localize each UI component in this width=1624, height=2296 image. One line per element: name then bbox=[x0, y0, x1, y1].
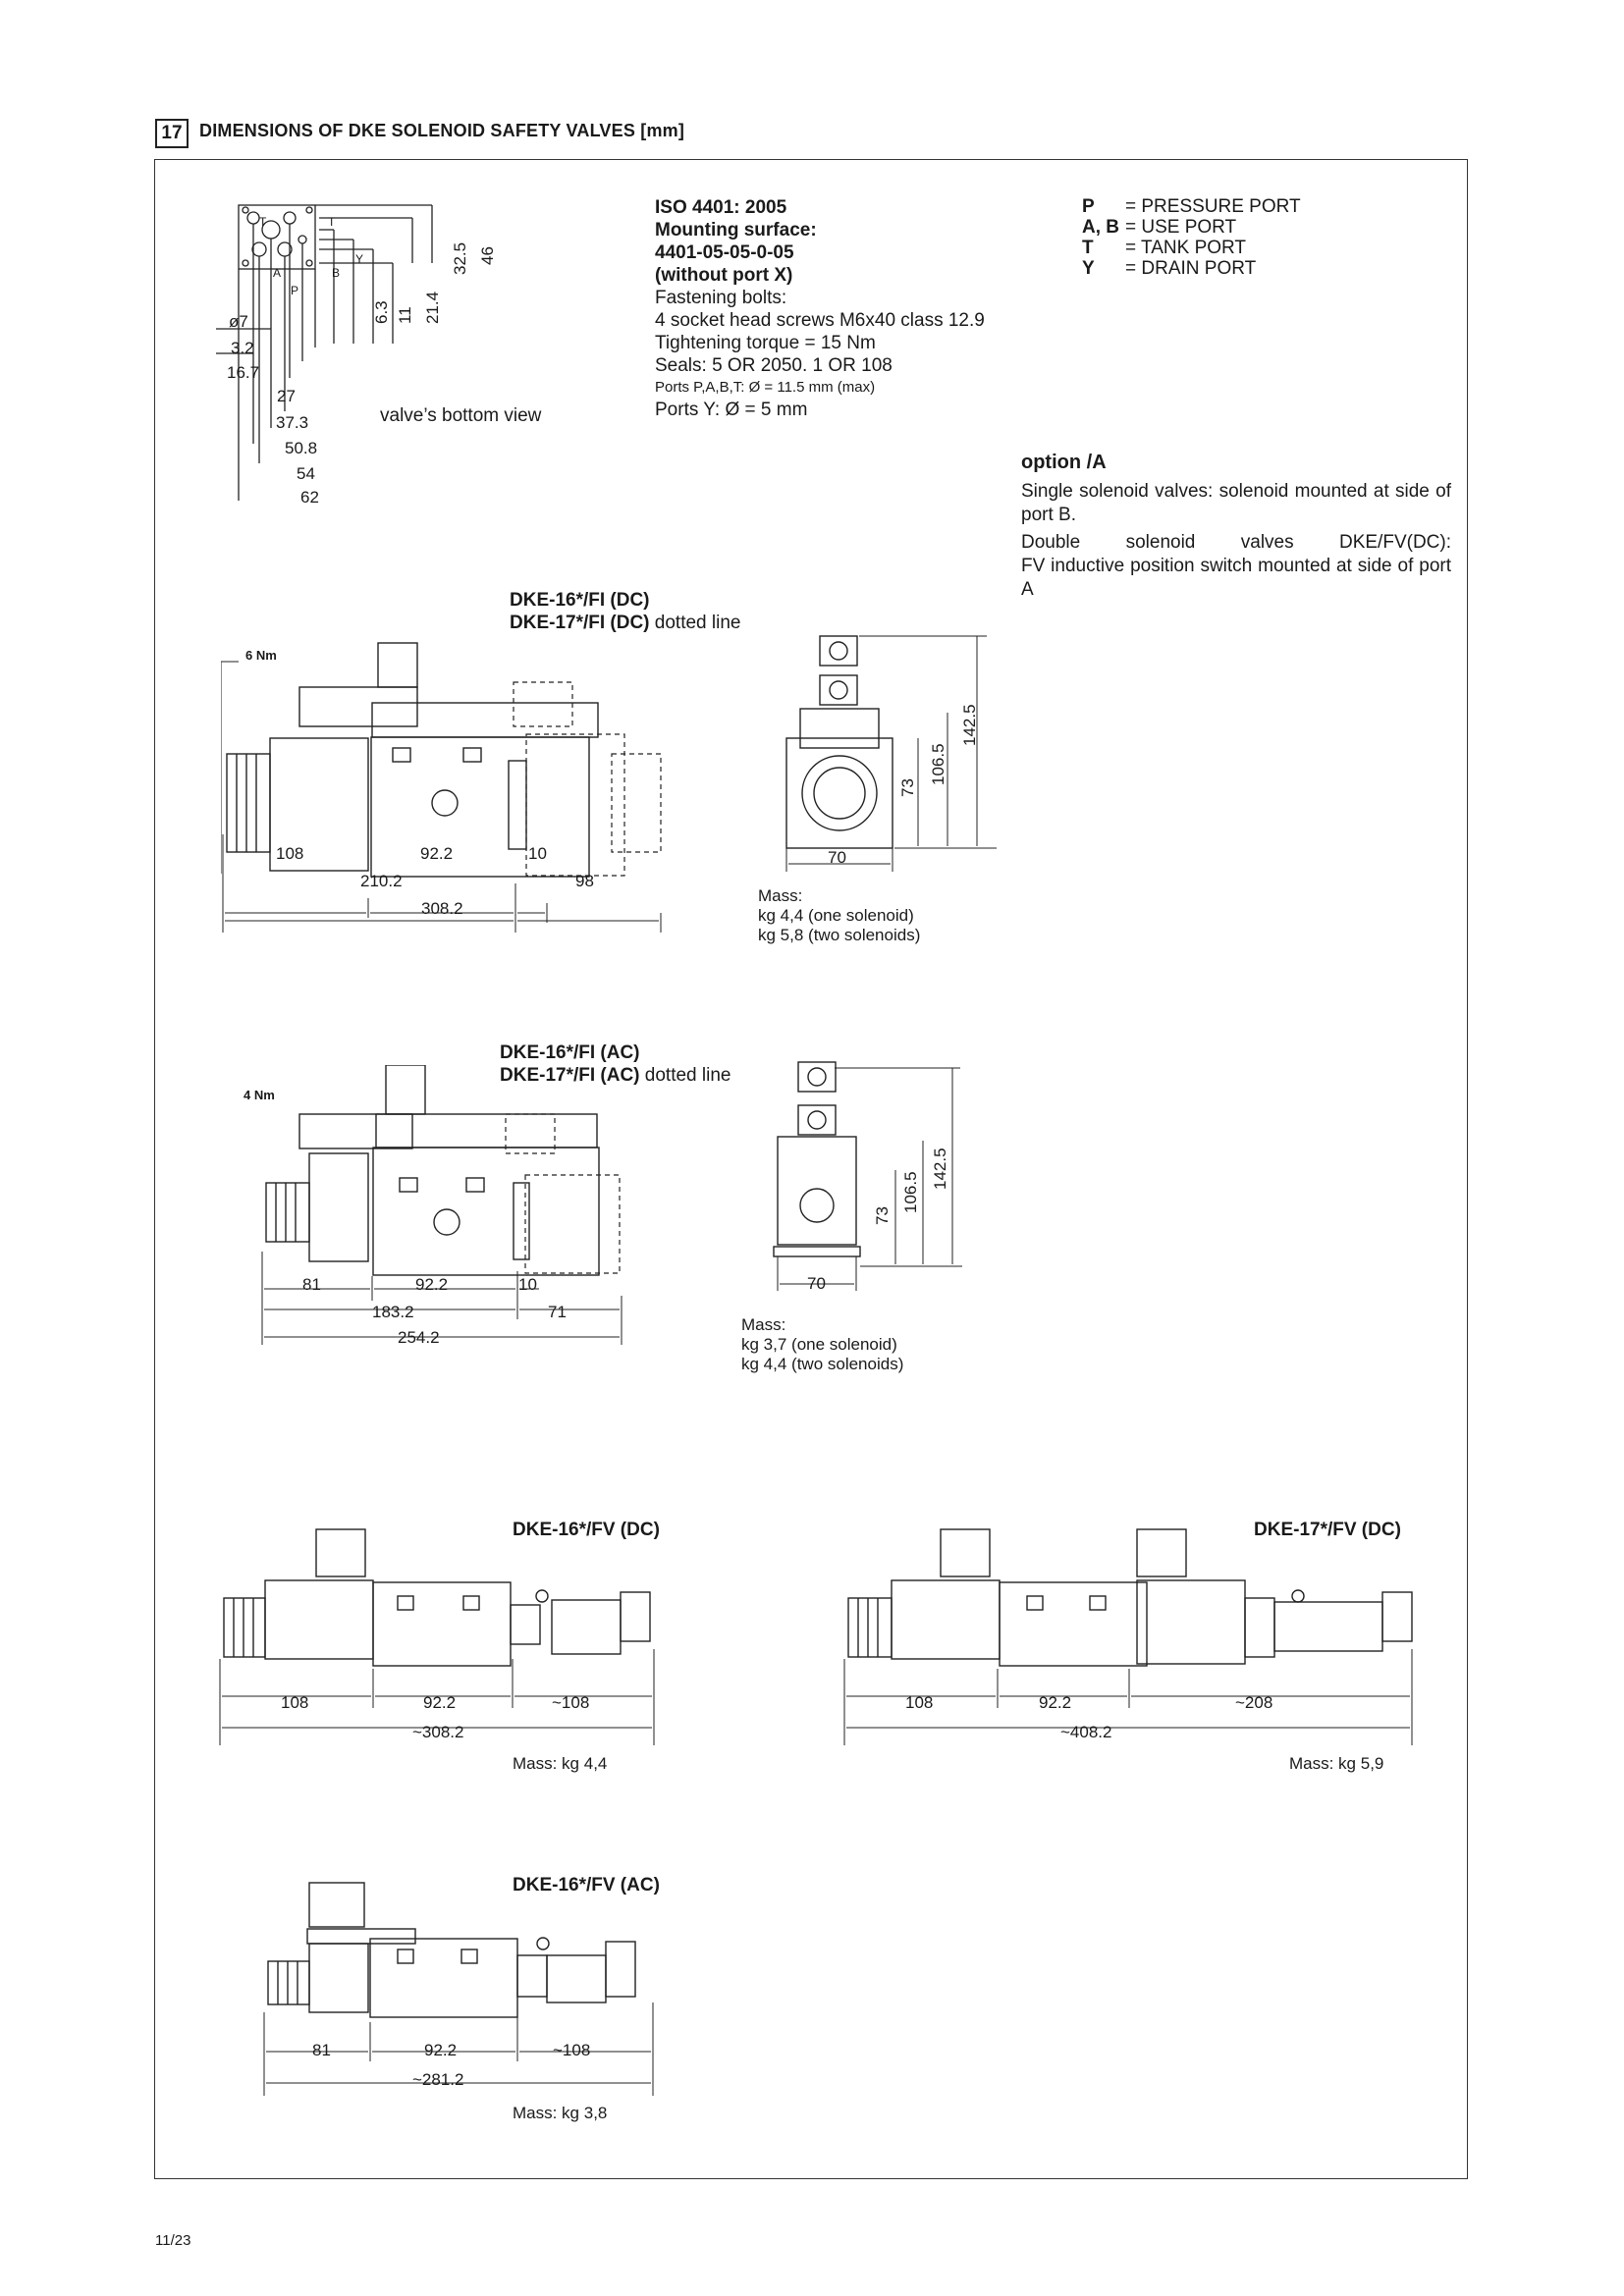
fv16-dc-dim-108: 108 bbox=[281, 1693, 309, 1712]
fv16-ac-dim-92-2: 92.2 bbox=[424, 2041, 458, 2059]
legend-desc: = USE PORT bbox=[1125, 217, 1237, 238]
dim-dia-7: ø7 bbox=[229, 312, 248, 331]
fi-dc-side-dim-70: 70 bbox=[828, 848, 846, 867]
fi-ac-dim-81: 81 bbox=[302, 1275, 321, 1294]
fi-ac-dotted-note: dotted line bbox=[639, 1065, 731, 1086]
section-number: 17 bbox=[155, 119, 189, 148]
dim-3-2: 3.2 bbox=[231, 339, 254, 357]
port-label-b: B bbox=[332, 266, 341, 280]
option-a-paragraph-2-rest: FV inductive position switch mounted at side of port A bbox=[1021, 556, 1451, 600]
fi-dc-dim-92-2: 92.2 bbox=[420, 844, 454, 863]
fastening-bolts-spec: 4 socket head screws M6x40 class 12.9 bbox=[655, 310, 985, 331]
without-port-x: (without port X) bbox=[655, 265, 793, 286]
fv16-ac-mass: Mass: kg 3,8 bbox=[513, 2104, 608, 2122]
dim-62: 62 bbox=[300, 488, 319, 507]
fi-ac-dim-71: 71 bbox=[548, 1303, 567, 1321]
option-a-block bbox=[1021, 452, 1451, 602]
legend-row bbox=[1082, 238, 1301, 258]
port-label-p: P bbox=[291, 284, 299, 297]
fi-dc-side-dim-142-5: 142.5 bbox=[960, 704, 979, 746]
legend-row bbox=[1082, 217, 1301, 238]
mounting-surface-label: Mounting surface: bbox=[655, 220, 817, 240]
fi-ac-mass-label: Mass: bbox=[741, 1315, 786, 1334]
dim-37-3: 37.3 bbox=[276, 413, 309, 432]
tightening-torque: Tightening torque = 15 Nm bbox=[655, 333, 876, 353]
legend-desc: = TANK PORT bbox=[1125, 238, 1247, 258]
legend-row bbox=[1082, 196, 1301, 217]
fi-ac-side-dim-73: 73 bbox=[873, 1206, 892, 1225]
fastening-bolts-label: Fastening bolts: bbox=[655, 288, 787, 308]
fi-ac-mass-one: kg 3,7 (one solenoid) bbox=[741, 1335, 897, 1354]
fv17-dc-dim-408-2: ~408.2 bbox=[1060, 1723, 1112, 1741]
fi-dc-side-dim-106-5: 106.5 bbox=[929, 743, 947, 785]
legend-row bbox=[1082, 258, 1301, 279]
fv17-dc-mass: Mass: kg 5,9 bbox=[1289, 1754, 1384, 1773]
fi-dc-front-drawing bbox=[221, 628, 673, 923]
fi-ac-dim-92-2: 92.2 bbox=[415, 1275, 449, 1294]
fi-ac-dim-183-2: 183.2 bbox=[372, 1303, 414, 1321]
port-y-circle bbox=[298, 236, 306, 243]
fi-dc-dim-98: 98 bbox=[575, 872, 594, 890]
fi-dc-side-dim-73: 73 bbox=[898, 778, 917, 797]
mounting-spec-block bbox=[655, 196, 1028, 421]
fi-dc-mass bbox=[758, 886, 920, 945]
fv17-dc-drawing bbox=[842, 1522, 1422, 1747]
fv16-dc-drawing bbox=[218, 1522, 660, 1747]
bottom-view-caption: valve’s bottom view bbox=[380, 405, 542, 426]
port-label-t-left: T bbox=[259, 215, 267, 229]
fi-ac-front-drawing bbox=[260, 1065, 653, 1301]
dim-16-7: 16.7 bbox=[227, 363, 260, 382]
fi-ac-mass-two: kg 4,4 (two solenoids) bbox=[741, 1355, 904, 1373]
fi-dc-mass-one: kg 4,4 (one solenoid) bbox=[758, 906, 914, 925]
legend-desc: = PRESSURE PORT bbox=[1125, 196, 1301, 217]
fi-ac-torque: 4 Nm bbox=[244, 1088, 275, 1102]
fi-ac-side-dim-142-5: 142.5 bbox=[931, 1148, 949, 1190]
section-title: DIMENSIONS OF DKE SOLENOID SAFETY VALVES [mm] bbox=[199, 121, 685, 140]
dim-50-8: 50.8 bbox=[285, 439, 318, 457]
fi-dc-dim-308-2: 308.2 bbox=[421, 899, 463, 918]
fv17-dc-dim-108: 108 bbox=[905, 1693, 934, 1712]
fi-dc-dim-210-2: 210.2 bbox=[360, 872, 403, 890]
dim-21-4: 21.4 bbox=[423, 291, 442, 324]
fi-ac-side-dim-70: 70 bbox=[807, 1274, 826, 1293]
fv16-ac-dim-81: 81 bbox=[312, 2041, 331, 2059]
fi-ac-side-dim-106-5: 106.5 bbox=[901, 1171, 920, 1213]
dim-6-3: 6.3 bbox=[372, 300, 391, 324]
legend-key: T bbox=[1082, 238, 1094, 258]
iso-standard: ISO 4401: 2005 bbox=[655, 197, 787, 218]
legend-key: Y bbox=[1082, 258, 1095, 279]
option-a-paragraph-1: Single solenoid valves: solenoid mounted at side of port B. bbox=[1021, 481, 1451, 525]
fi-dc-dotted-note: dotted line bbox=[649, 613, 741, 633]
legend-desc: = DRAIN PORT bbox=[1125, 258, 1257, 279]
fv16-dc-dim-308-2: ~308.2 bbox=[412, 1723, 464, 1741]
port-a-circle bbox=[252, 242, 266, 256]
legend-key: P bbox=[1082, 196, 1095, 217]
ports-pabt-diameter: Ports P,A,B,T: Ø = 11.5 mm (max) bbox=[655, 379, 876, 396]
dim-32-5: 32.5 bbox=[451, 241, 469, 275]
fi-ac-dim-254-2: 254.2 bbox=[398, 1328, 440, 1347]
dim-46: 46 bbox=[478, 246, 497, 265]
fv16-ac-dim-281-2: ~281.2 bbox=[412, 2070, 464, 2089]
dim-11: 11 bbox=[396, 306, 414, 324]
fv16-ac-title: DKE-16*/FV (AC) bbox=[513, 1875, 660, 1896]
fv17-dc-dim-208: ~208 bbox=[1235, 1693, 1273, 1712]
fi-dc-mass-two: kg 5,8 (two solenoids) bbox=[758, 926, 921, 944]
fv16-ac-drawing bbox=[260, 1875, 663, 2096]
fi-ac-dim-lines bbox=[260, 1296, 633, 1345]
fi-ac-dim-10: 10 bbox=[518, 1275, 537, 1294]
fi-ac-mass bbox=[741, 1315, 903, 1374]
fv16-dc-mass: Mass: kg 4,4 bbox=[513, 1754, 608, 1773]
fi-ac-title-1: DKE-16*/FI (AC) bbox=[500, 1042, 640, 1063]
fv16-dc-dim-92-2: 92.2 bbox=[423, 1693, 457, 1712]
fi-dc-side-drawing bbox=[781, 628, 1006, 874]
fi-dc-torque: 6 Nm bbox=[245, 648, 277, 663]
option-a-title: option /A bbox=[1021, 452, 1107, 473]
fi-dc-title-2: DKE-17*/FI (DC) bbox=[510, 613, 650, 633]
fi-dc-dim-10: 10 bbox=[528, 844, 547, 863]
fv16-ac-dim-108: ~108 bbox=[553, 2041, 591, 2059]
fi-dc-dim-108: 108 bbox=[276, 844, 304, 863]
page-code: 11/23 bbox=[155, 2232, 191, 2249]
fi-dc-mass-label: Mass: bbox=[758, 886, 803, 905]
dim-27: 27 bbox=[277, 387, 296, 405]
legend-key: A, B bbox=[1082, 217, 1119, 238]
fi-dc-title-1: DKE-16*/FI (DC) bbox=[510, 590, 650, 611]
seals: Seals: 5 OR 2050. 1 OR 108 bbox=[655, 355, 893, 376]
port-label-y: Y bbox=[355, 252, 364, 266]
port-legend bbox=[1082, 196, 1301, 279]
dim-54: 54 bbox=[297, 464, 315, 483]
fv17-dc-dim-92-2: 92.2 bbox=[1039, 1693, 1072, 1712]
mounting-surface-code: 4401-05-05-0-05 bbox=[655, 242, 794, 263]
port-label-a: A bbox=[273, 266, 282, 280]
port-t1-circle bbox=[247, 212, 259, 224]
fv16-dc-dim-108b: ~108 bbox=[552, 1693, 590, 1712]
option-a-paragraph-2-line-1: Double solenoid valves DKE/FV(DC): bbox=[1021, 532, 1451, 553]
fv17-dc-title: DKE-17*/FV (DC) bbox=[1254, 1520, 1401, 1540]
fv16-dc-title: DKE-16*/FV (DC) bbox=[513, 1520, 660, 1540]
port-t2-circle bbox=[284, 212, 296, 224]
fi-ac-title-2: DKE-17*/FI (AC) bbox=[500, 1065, 640, 1086]
port-label-t-right: T bbox=[328, 215, 336, 229]
ports-y-diameter: Ports Y: Ø = 5 mm bbox=[655, 400, 808, 420]
